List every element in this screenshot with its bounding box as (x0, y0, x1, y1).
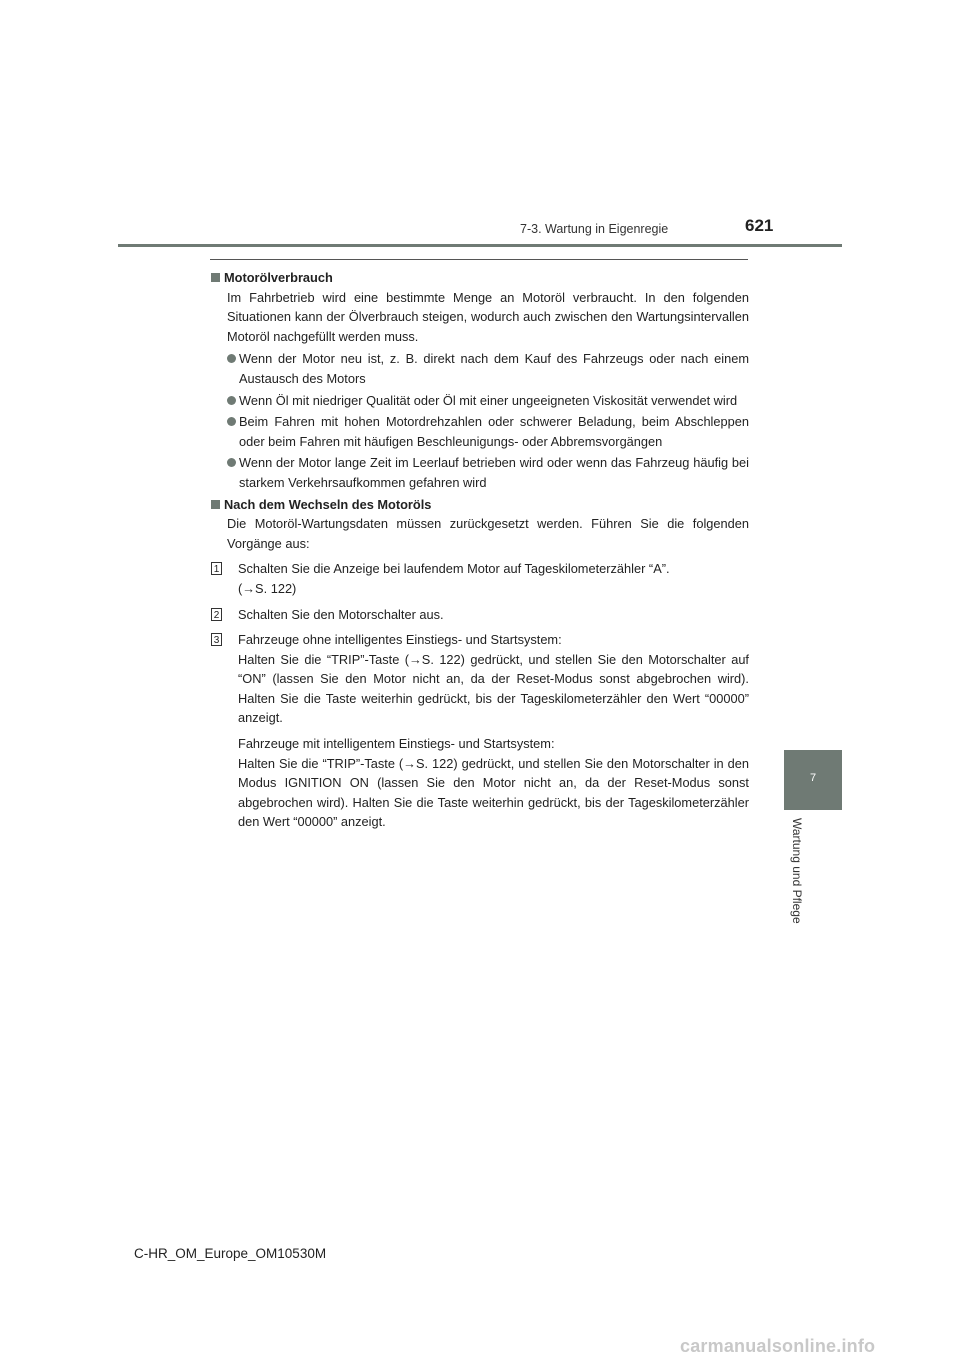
list-item (227, 349, 749, 388)
step-text: Halten Sie die “TRIP”-Taste (→S. 122) gedrückt, und stellen Sie den Motorschalter in den Modus IGNITION ON (lassen Sie den Motor nicht an, da der Reset-Modus sonst abgebrochen wird). Halten Sie die Taste weiterhin gedrückt, bis der Tageskilometerzähler den Wert “00000” anzeigt. (238, 755, 749, 830)
step-text: Schalten Sie die Anzeige bei laufendem Motor auf Tageskilometerzähler “A”. (238, 561, 670, 577)
circle-bullet-icon (227, 417, 236, 426)
step-heading: Fahrzeuge ohne intelligentes Einstiegs- und Startsystem: (238, 632, 562, 648)
page-number: 621 (745, 216, 774, 235)
list-item (227, 412, 749, 451)
step-text: Halten Sie die “TRIP”-Taste (→S. 122) gedrückt, und stellen Sie den Motorschalter auf “ON” (lassen Sie den Motor nicht an, da der Reset-Modus sonst abgebrochen wird). Halten Sie die Taste weiterhin gedrückt, bis der Tageskilometerzähler den Wert “00000” anzeigt. (238, 651, 749, 726)
step-number-box: 3 (211, 633, 222, 646)
document-footer: C-HR_OM_Europe_OM10530M (134, 1246, 327, 1261)
circle-bullet-icon (227, 354, 236, 363)
section-body: Im Fahrbetrieb wird eine bestimmte Menge an Motoröl verbraucht. In den folgenden Situationen kann der Ölverbrauch steigen, wodurch auch zwischen den Wartungsintervallen Motoröl nachgefüllt werden muss. (227, 289, 749, 344)
list-item-text: Wenn der Motor neu ist, z. B. direkt nach dem Kauf des Fahrzeugs oder nach einem Austausch des Motors (239, 351, 749, 386)
square-bullet-icon (211, 500, 220, 509)
step-text: Schalten Sie den Motorschalter aus. (238, 606, 444, 622)
step-1 (213, 559, 749, 598)
section-title-oil-consumption (211, 268, 749, 288)
chapter-tab (784, 750, 842, 810)
list-item (227, 453, 749, 492)
circle-bullet-icon (227, 396, 236, 405)
step-reference: (→S. 122) (238, 580, 297, 596)
list-item-text: Wenn Öl mit niedriger Qualität oder Öl mit einer ungeeigneten Viskosität verwendet wird (239, 392, 738, 408)
step-2 (213, 605, 749, 625)
section-body: Die Motoröl-Wartungsdaten müssen zurückgesetzt werden. Führen Sie die folgenden Vorgänge aus: (227, 516, 749, 551)
step-number-box: 2 (211, 608, 222, 621)
header-rule (118, 244, 842, 247)
square-bullet-icon (211, 273, 220, 282)
chapter-number: 7 (809, 772, 817, 784)
step-heading: Fahrzeuge mit intelligentem Einstiegs- und Startsystem: (238, 736, 555, 752)
main-content (211, 268, 749, 832)
step-number-box: 1 (211, 562, 222, 575)
circle-bullet-icon (227, 458, 236, 467)
section-header: 7-3. Wartung in Eigenregie (520, 222, 669, 236)
list-item-text: Beim Fahren mit hohen Motordrehzahlen oder schwerer Beladung, beim Abschleppen oder beim Fahren mit häufigen Beschleunigungs- oder Abbremsvorgängen (239, 414, 749, 449)
list-item-text: Wenn der Motor lange Zeit im Leerlauf betrieben wird oder wenn das Fahrzeug häufig bei starkem Verkehrsaufkommen gefahren wird (239, 455, 749, 490)
watermark: carmanualsonline.info (680, 1336, 876, 1356)
section-title-after-oil-change (211, 495, 749, 515)
section-title-text: Motorölverbrauch (224, 270, 333, 285)
chapter-side-label: Wartung und Pflege (790, 818, 804, 924)
section-title-text: Nach dem Wechseln des Motoröls (224, 496, 432, 512)
step-3 (213, 630, 749, 832)
content-rule (210, 259, 748, 260)
list-item (227, 391, 749, 411)
